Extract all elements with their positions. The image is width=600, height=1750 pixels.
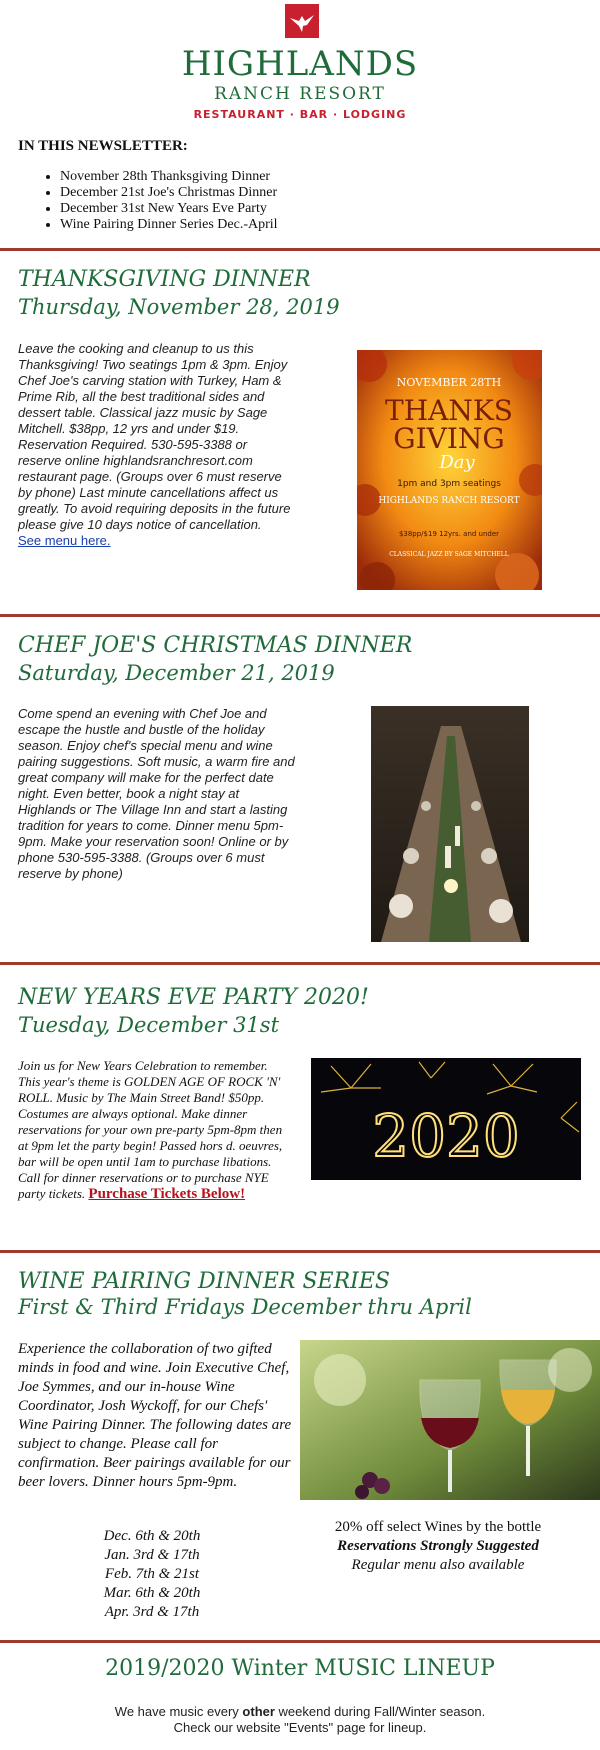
section-divider <box>0 614 600 617</box>
thanksgiving-date: Thursday, November 28, 2019 <box>18 295 340 319</box>
wine-offer: 20% off select Wines by the bottle <box>334 1519 542 1535</box>
wine-date-item: Mar. 6th & 20th <box>103 1585 201 1601</box>
section-divider <box>0 962 600 965</box>
wine-title: WINE PAIRING DINNER SERIES <box>18 1269 391 1294</box>
section-divider <box>0 1640 600 1643</box>
thanksgiving-text: Leave the cooking and cleanup to us this Thanksgiving! Two seatings 1pm & 3pm. Enjoy Chef Joe's carving station with Turkey, Ham & Prime Rib, all the best traditional sides and dessert table. Classical jazz music by Sage Mitchell. $38pp, 12 yrs and under $19. Reservation Required. 530-595-3388 or reserve online highlandsranchresort.com restaurant page. (Groups over 6 must reserve by phone) Last minute cancellations affect us greatly. To avoid requiring deposits in the future please give 10 days notice of cancellation. <box>18 341 291 532</box>
music-line1-bold: other <box>242 1704 275 1719</box>
music-title: 2019/2020 Winter MUSIC LINEUP <box>105 1656 495 1681</box>
index-item: • Wine Pairing Dinner Series Dec.-April <box>60 217 578 233</box>
wine-regular-menu: Regular menu also available <box>351 1557 525 1573</box>
thanksgiving-body <box>18 341 294 549</box>
wine-offer-block <box>298 1518 578 1575</box>
fireworks-2020-photo <box>311 1058 581 1180</box>
wine-date-item: Jan. 3rd & 17th <box>104 1547 200 1563</box>
wine-date-item: Dec. 6th & 20th <box>103 1528 201 1544</box>
wine-date-item: Apr. 3rd & 17th <box>104 1604 200 1620</box>
wine-reservations: Reservations Strongly Suggested <box>337 1538 539 1554</box>
wine-glasses-photo <box>300 1340 600 1500</box>
index-list <box>60 169 578 233</box>
wine-date-item: Feb. 7th & 21st <box>104 1566 200 1582</box>
newyears-text: Join us for New Years Celebration to remember. This year's theme is GOLDEN AGE OF ROCK 'N' ROLL. Music by The Main Street Band! $50pp. Costumes are always optional. Make dinner reservations for your own pre-party 5pm-8pm then at 9pm let the party begin! Passed hors d. oeuvres, bar will be open until 1am to purchase libations. Call for dinner reservations or to purchase NYE party tickets. <box>18 1058 283 1201</box>
christmas-title: CHEF JOE'S CHRISTMAS DINNER <box>18 633 413 658</box>
poster-venue: HIGHLANDS RANCH RESORT <box>378 496 520 506</box>
brand-tagline: RESTAURANT · BAR · LODGING <box>193 108 407 121</box>
section-divider <box>0 248 600 251</box>
section-divider <box>0 1250 600 1253</box>
thanksgiving-poster[interactable] <box>357 350 542 590</box>
music-line2: Check our website "Events" page for lineup. <box>173 1720 427 1735</box>
poster-date: NOVEMBER 28TH <box>396 376 502 389</box>
brand-subtitle: RANCH RESORT <box>214 84 386 104</box>
music-text <box>0 1704 600 1736</box>
index-heading: IN THIS NEWSLETTER: <box>18 138 188 154</box>
music-line1-pre: We have music every <box>114 1704 243 1719</box>
image-2020-text: 2020 <box>372 1102 520 1170</box>
wine-dates-list <box>18 1527 286 1622</box>
newyears-date: Tuesday, December 31st <box>18 1013 280 1037</box>
poster-price: $38pp/$19 12yrs. and under <box>398 530 500 538</box>
poster-music: CLASSICAL JAZZ BY SAGE MITCHELL <box>389 551 509 558</box>
christmas-table-photo <box>371 706 529 942</box>
poster-word2: GIVING <box>393 422 505 455</box>
newyears-title: NEW YEARS EVE PARTY 2020! <box>18 985 369 1010</box>
bird-icon <box>285 4 319 38</box>
poster-seatings: 1pm and 3pm seatings <box>397 479 501 489</box>
header-logo[interactable] <box>0 0 600 130</box>
thanksgiving-title: THANKSGIVING DINNER <box>18 267 311 292</box>
wine-date: First & Third Fridays December thru April <box>18 1295 472 1319</box>
newyears-body <box>18 1058 286 1202</box>
wine-body: Experience the collaboration of two gifted minds in food and wine. Join Executive Chef, Joe Symmes, and our in-house Wine Coordinator, Josh Wyckoff, for our Chefs' Wine Pairing Dinner. The following dates are subject to change. Please call for confirmation. Beer pairings available for our beer lovers. Dinner hours 5pm-9pm. <box>18 1341 292 1490</box>
purchase-tickets-link[interactable]: Purchase Tickets Below! <box>88 1186 246 1202</box>
poster-word1: THANKS <box>385 394 513 427</box>
music-line1-post: weekend during Fall/Winter season. <box>274 1704 486 1719</box>
poster-word3: Day <box>439 452 475 473</box>
index-item: • November 28th Thanksgiving Dinner <box>60 169 578 185</box>
newsletter-index <box>18 138 578 233</box>
christmas-date: Saturday, December 21, 2019 <box>18 661 335 685</box>
index-item: • December 21st Joe's Christmas Dinner <box>60 185 578 201</box>
christmas-body: Come spend an evening with Chef Joe and escape the hustle and bustle of the holiday season. Enjoy chef's special menu and wine pairing suggestions. Soft music, a warm fire and great company will make for the perfect date night. Even better, book a night stay at Highlands or The Village Inn and start a lasting tradition for years to come. Dinner menu 5pm-9pm. Make your reservation soon! Online or by phone 530-595-3388. (Groups over 6 must reserve by phone) <box>18 706 295 881</box>
index-item: • December 31st New Years Eve Party <box>60 201 578 217</box>
see-menu-link[interactable]: See menu here. <box>18 533 111 548</box>
brand-title: HIGHLANDS <box>181 44 419 84</box>
